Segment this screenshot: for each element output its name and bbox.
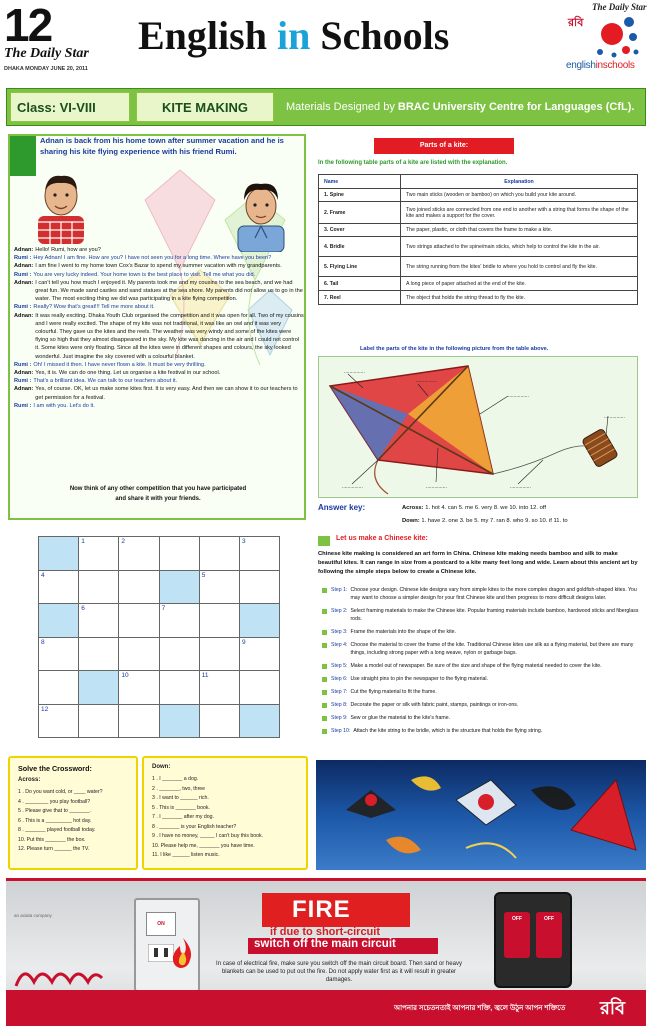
parts-table-header bbox=[319, 175, 638, 189]
step-item bbox=[318, 662, 642, 670]
step-label: Step 5: bbox=[331, 663, 348, 669]
dialog-line bbox=[14, 271, 304, 279]
step-text: Use straight pins to pin the newspaper to the flying material. bbox=[350, 676, 488, 682]
dialog-line bbox=[14, 369, 304, 377]
parts-table-row bbox=[319, 291, 638, 305]
page-number: 12 bbox=[4, 0, 52, 51]
across-clue: 4 . ________ you play football? bbox=[18, 798, 91, 805]
crossword-cell[interactable]: 1 bbox=[79, 537, 119, 571]
crossword-cell[interactable] bbox=[79, 570, 119, 604]
chinese-kite-title: Let us make a Chinese kite: bbox=[336, 535, 428, 542]
step-label: Step 6: bbox=[331, 676, 348, 682]
crossword-cell[interactable] bbox=[199, 604, 239, 638]
step-bullet bbox=[322, 690, 327, 695]
down-clue: 5 . This is _______ book. bbox=[152, 804, 210, 811]
step-item bbox=[318, 701, 642, 709]
flame-icon bbox=[168, 936, 198, 970]
dialog-speaker: Rumi : bbox=[14, 271, 32, 278]
fire-title: FIRE bbox=[292, 896, 351, 923]
chinese-kite-marker bbox=[318, 536, 330, 546]
down-clue: 8 . _______ is your English teacher? bbox=[152, 823, 237, 830]
dialog-speaker: Adnan: bbox=[14, 386, 34, 393]
crossword-cell[interactable]: 12 bbox=[39, 704, 79, 738]
crossword-cell[interactable] bbox=[119, 637, 159, 671]
adnan-avatar bbox=[30, 168, 92, 244]
step-bullet bbox=[322, 703, 327, 708]
across-clue: 8 . _______ played football today. bbox=[18, 827, 96, 833]
step-label: Step 7: bbox=[331, 689, 348, 695]
parts-header: Parts of a kite: bbox=[374, 138, 514, 154]
dots-logo-icon bbox=[590, 10, 642, 60]
answer-key-down-text: 1. have 2. one 3. be 5. my 7. ran 8. who 9. so 10. if 11. to bbox=[421, 518, 568, 524]
part-explanation: Two joined sticks are connected from one end to another with a string that forms the shape of the kite and makes a support for the cover. bbox=[401, 202, 638, 224]
dialog-line bbox=[14, 377, 304, 385]
daily-star-logo: The Daily Star bbox=[4, 46, 89, 61]
step-text: Frame the materials into the shape of the kite. bbox=[350, 629, 456, 635]
crossword-shaded-cell bbox=[39, 537, 79, 571]
dialog-line bbox=[14, 246, 304, 254]
step-item bbox=[318, 675, 642, 683]
step-item bbox=[318, 628, 642, 636]
part-explanation: A long piece of paper attached at the end of the kite. bbox=[401, 277, 638, 291]
crossword-shaded-cell bbox=[159, 570, 199, 604]
chinese-kite-steps bbox=[318, 586, 642, 740]
down-clue: 9 . I have no money, _____ I can't buy this book. bbox=[152, 833, 264, 839]
title-in: in bbox=[276, 13, 311, 58]
crossword-cell[interactable]: 6 bbox=[79, 604, 119, 638]
kite-label-blank-6[interactable]: ............... bbox=[426, 484, 447, 490]
dialog-line bbox=[14, 303, 304, 311]
story-closing-line-1: Now think of any other competition that you have participated bbox=[69, 486, 247, 492]
rumi-avatar bbox=[230, 176, 292, 252]
parts-table bbox=[318, 174, 638, 305]
down-clue: 10. Please help me, _______ you have time. bbox=[152, 842, 255, 849]
step-item bbox=[318, 688, 642, 696]
down-clue: 1 . I _______ a dog. bbox=[152, 776, 199, 782]
crossword-cell[interactable] bbox=[159, 537, 199, 571]
part-explanation: Two strings attached to the spine/main sticks, which help to control the kite in the air. bbox=[401, 237, 638, 257]
crossword-shaded-cell bbox=[79, 671, 119, 705]
crossword-cell[interactable]: 5 bbox=[199, 570, 239, 604]
kite-label-blank-7[interactable]: ............... bbox=[510, 484, 531, 490]
step-bullet bbox=[322, 643, 327, 648]
dialog-line bbox=[14, 262, 304, 270]
parts-table-row bbox=[319, 277, 638, 291]
kite-label-blank-2[interactable]: ............... bbox=[416, 378, 437, 384]
materials-prefix: Materials Designed by bbox=[286, 101, 398, 113]
across-clues-box bbox=[8, 756, 138, 870]
crossword-row bbox=[39, 704, 280, 738]
step-item bbox=[318, 586, 642, 602]
parts-subtitle: In the following table parts of a kite are listed with the explanation. bbox=[318, 160, 508, 166]
chinese-kite-intro: Chinese kite making is considered an art form in China. Chinese kite making needs bamboo and silk to make beautiful kites. It can range in size from a postcard to a kite many feet long and wide. Learn about this ancient art by following the simple steps below to create a Chinese kite. bbox=[318, 551, 638, 575]
step-text: Choose your design. Chinese kite designs vary from simple kites to the more complex dragon and goldfish-shaped kites. You may want to choose a simpler design for your first Chinese kite and then progress to more difficult designs later. bbox=[350, 587, 637, 601]
step-bullet bbox=[322, 588, 327, 593]
step-label: Step 9: bbox=[331, 715, 348, 721]
part-explanation: The string running from the kites' bridle to where you hold to control and fly the kite. bbox=[401, 257, 638, 277]
label-instruction: Label the parts of the kite in the following picture from the table above. bbox=[360, 346, 549, 352]
answer-key-across bbox=[402, 505, 546, 511]
fire-subtitle-1: if due to short-circuit bbox=[270, 926, 380, 938]
crossword-shaded-cell bbox=[239, 604, 279, 638]
parts-table-row bbox=[319, 257, 638, 277]
part-name: 2. Frame bbox=[319, 202, 401, 224]
story-closing bbox=[40, 484, 276, 504]
across-label: Across: bbox=[18, 777, 41, 783]
down-clue: 11. I like ______ listen music. bbox=[152, 852, 220, 858]
brand-url bbox=[566, 60, 635, 71]
crossword-cell[interactable] bbox=[119, 704, 159, 738]
answer-key-down bbox=[402, 518, 568, 524]
robi-logo: রবি bbox=[600, 998, 626, 1018]
part-explanation: Two main sticks (wooden or bamboo) on which you build your kite around. bbox=[401, 189, 638, 202]
across-clue: 1 . Do you want cold, or ____ water? bbox=[18, 789, 103, 795]
crossword-shaded-cell bbox=[239, 704, 279, 738]
step-bullet bbox=[322, 729, 327, 734]
brand-url-inschools: inschools bbox=[595, 60, 635, 71]
materials-org: BRAC University Centre for Languages (CfL). bbox=[397, 101, 635, 113]
step-text: Choose the material to cover the frame of the kite. Traditional Chinese kites use silk as a flying material, but there are many things, including strong paper with a long weave, nylon or garbage bags. bbox=[350, 642, 634, 656]
crossword-title: Solve the Crossword: bbox=[18, 764, 92, 773]
brand-daily-star: The Daily Star bbox=[592, 2, 647, 12]
crossword-row bbox=[39, 671, 280, 705]
parts-table-row bbox=[319, 189, 638, 202]
across-clue: 10. Put this _______ the box. bbox=[18, 836, 86, 843]
wall-switch-on: ON bbox=[146, 912, 176, 936]
part-name: 5. Flying Line bbox=[319, 257, 401, 277]
step-label: Step 1: bbox=[331, 587, 348, 593]
parts-table-row bbox=[319, 224, 638, 237]
step-label: Step 8: bbox=[331, 702, 348, 708]
fire-subtitle-2: switch off the main circuit bbox=[254, 938, 396, 950]
dialog-speaker: Adnan: bbox=[14, 370, 34, 377]
airtel-wave-logo-icon bbox=[14, 960, 104, 992]
title-schools: Schools bbox=[320, 13, 450, 58]
ad-footer-tagline: আপনার সচেতনতাই আপনার শক্তি, জ্বলে উঠুন আপন শক্তিতে bbox=[394, 1005, 566, 1012]
part-name: 4. Bridle bbox=[319, 237, 401, 257]
story-dialog bbox=[14, 246, 304, 410]
step-bullet bbox=[322, 609, 327, 614]
dialog-speaker: Rumi : bbox=[14, 255, 32, 262]
crossword-cell[interactable]: 11 bbox=[199, 671, 239, 705]
dialog-text: You are very lucky indeed. Your home town is the best place to visit. Tell me what you did. bbox=[33, 271, 256, 278]
brand-url-english: english bbox=[566, 60, 596, 71]
kite-label-blank-4[interactable]: ............... bbox=[604, 414, 625, 420]
down-clue: 3 . I want to ______ rich. bbox=[152, 795, 209, 801]
crossword-row bbox=[39, 570, 280, 604]
kite-label-blank-1[interactable]: ............... bbox=[344, 369, 365, 375]
crossword-cell[interactable] bbox=[239, 671, 279, 705]
dialog-speaker: Adnan: bbox=[14, 279, 34, 286]
dialog-speaker: Adnan: bbox=[14, 263, 34, 270]
crossword-cell[interactable] bbox=[199, 637, 239, 671]
dialog-speaker: Rumi : bbox=[14, 304, 32, 311]
crossword-cell[interactable] bbox=[199, 704, 239, 738]
dialog-text: Yes, of course. OK, let us make some kites first. It is very easy. And then we can show it to our teachers to get permission for a festival. bbox=[35, 386, 298, 401]
part-name: 1. Spine bbox=[319, 189, 401, 202]
crossword-row bbox=[39, 637, 280, 671]
answer-key-down-label: Down: bbox=[402, 518, 420, 524]
step-text: Decorate the paper or silk with fabric paint, stamps, paintings or iron-ons. bbox=[350, 702, 519, 708]
down-clue: 2 . _______, two, three bbox=[152, 785, 206, 792]
crossword-cell[interactable]: 2 bbox=[119, 537, 159, 571]
fire-instructions: In case of electrical fire, make sure you switch off the main circuit board. Then sand or heavy blankets can be used to put out the fire. Do not apply water first as it will result in greater damages. bbox=[216, 961, 462, 983]
crossword-cell[interactable] bbox=[159, 671, 199, 705]
dialog-text: I can't tell you how much I enjoyed it. My parents took me and my cousins to the sea beach, and we had great fun. We made sand castles and sand statues at the sea shore. My parents did not allow us to go in the water. The most exciting thing we did was participating in a kite flying competition. bbox=[35, 279, 303, 303]
step-item bbox=[318, 714, 642, 722]
step-bullet bbox=[322, 677, 327, 682]
dialog-speaker: Rumi : bbox=[14, 402, 32, 409]
crossword-cell[interactable] bbox=[119, 604, 159, 638]
answer-key-title: Answer key: bbox=[318, 503, 366, 512]
dialog-text: I am with you. Let's do it. bbox=[33, 402, 95, 409]
dialog-text: It was really exciting. Dhaka Youth Club organised the competition and it was open for all. Two of my cousins and I were really excited. The shape of my kite was not traditional, it was like an owl and it was very colourful. They gave us the kites and the reels. The weather was very windy and some of the kites were flying so high that they almost disappeared in the sky. My kite was dancing in the air and I could not control it. Some kites were only floating. Since all the kites were in different shapes and colours, the sky looked wonderful. Just imagine the sky covered with a colourful blanket. bbox=[35, 312, 304, 360]
dialog-speaker: Rumi : bbox=[14, 378, 32, 385]
crossword-cell[interactable]: 3 bbox=[239, 537, 279, 571]
dialog-line bbox=[14, 385, 304, 401]
crossword-shaded-cell bbox=[39, 604, 79, 638]
part-explanation: The object that holds the string thread to fly the kite. bbox=[401, 291, 638, 305]
part-name: 7. Reel bbox=[319, 291, 401, 305]
crossword-cell[interactable]: 7 bbox=[159, 604, 199, 638]
step-text: Sew or glue the material to the kite's frame. bbox=[350, 715, 451, 721]
step-text: Attach the kite string to the bridle, which is the structure that holds the flying string. bbox=[353, 728, 543, 734]
dateline: DHAKA MONDAY JUNE 20, 2011 bbox=[4, 66, 88, 72]
crossword-grid bbox=[38, 536, 280, 738]
dialog-line bbox=[14, 402, 304, 410]
crossword-row bbox=[39, 537, 280, 571]
step-item bbox=[318, 641, 642, 657]
crossword-cell[interactable] bbox=[159, 637, 199, 671]
step-label: Step 10: bbox=[331, 728, 351, 734]
dialog-text: That's a brilliant idea. We can talk to our teachers about it. bbox=[33, 378, 178, 385]
kite-label-blank-5[interactable]: ............... bbox=[342, 484, 363, 490]
step-text: Select framing materials to make the Chinese kite. Popular framing materials include bamboo, hardwood sticks and fiberglass rods. bbox=[350, 608, 639, 622]
crossword-cell[interactable]: 10 bbox=[119, 671, 159, 705]
story-intro: Adnan is back from his home town after summer vacation and he is sharing his kite flying experience with his friend Rumi. bbox=[40, 136, 284, 156]
step-label: Step 4: bbox=[331, 642, 348, 648]
part-name: 6. Tail bbox=[319, 277, 401, 291]
materials-credit bbox=[280, 92, 642, 122]
parts-table-row bbox=[319, 237, 638, 257]
story-closing-line-2: and share it with your friends. bbox=[115, 496, 201, 502]
crossword-cell[interactable] bbox=[79, 704, 119, 738]
part-name: 3. Cover bbox=[319, 224, 401, 237]
crossword-cell[interactable] bbox=[119, 570, 159, 604]
down-clue: 7 . I _______ after my dog. bbox=[152, 814, 215, 820]
breaker-switch-2: OFF bbox=[536, 912, 562, 958]
crossword-cell[interactable]: 8 bbox=[39, 637, 79, 671]
col-explanation: Explanation bbox=[401, 175, 638, 189]
across-clue: 6 . This is a _________ hot day. bbox=[18, 817, 92, 824]
step-text: Cut the flying material to fit the frame. bbox=[350, 689, 437, 695]
dialog-text: Hey Adnan! I am fine. How are you? I have not seen you for a long time. Where have you been? bbox=[33, 255, 272, 262]
crossword-cell[interactable] bbox=[239, 570, 279, 604]
step-label: Step 3: bbox=[331, 629, 348, 635]
step-bullet bbox=[322, 664, 327, 669]
kites-photo-icon bbox=[316, 760, 646, 870]
page-title bbox=[138, 12, 449, 59]
brand-robi: রবি bbox=[568, 17, 584, 29]
part-explanation: The paper, plastic, or cloth that covers the frame to make a kite. bbox=[401, 224, 638, 237]
step-text: Make a model out of newspaper. Be sure of the size and shape of the flying material needed to cover the kite. bbox=[350, 663, 602, 669]
crossword-cell[interactable] bbox=[199, 537, 239, 571]
dialog-text: Oh! I missed it then. I have never flown a kite. It must be very thrilling. bbox=[33, 361, 206, 368]
answer-key-across-label: Across: bbox=[402, 505, 424, 511]
dialog-line bbox=[14, 361, 304, 369]
down-clues-box bbox=[142, 756, 308, 870]
dialog-text: Really? Wow that's great!!! Tell me more about it. bbox=[33, 304, 155, 311]
crossword-cell[interactable]: 9 bbox=[239, 637, 279, 671]
axiata-tag: an axiata company bbox=[14, 913, 52, 918]
dialog-text: Hello! Rumi, how are you? bbox=[35, 247, 101, 253]
dialog-text: I am fine I went to my home town Cox's Bazar to spend my summer vacation with my grandparents. bbox=[35, 263, 282, 270]
crossword-cell[interactable]: 4 bbox=[39, 570, 79, 604]
title-english: English bbox=[138, 13, 267, 58]
crossword-cell[interactable] bbox=[79, 637, 119, 671]
dialog-text: Yes, it is. We can do one thing. Let us organise a kite festival in our school. bbox=[35, 370, 221, 377]
topic-label: KITE MAKING bbox=[136, 92, 274, 122]
step-label: Step 2: bbox=[331, 608, 348, 614]
crossword-cell[interactable] bbox=[39, 671, 79, 705]
down-label: Down: bbox=[152, 764, 171, 770]
step-item bbox=[318, 727, 642, 735]
step-item bbox=[318, 607, 642, 623]
step-bullet bbox=[322, 630, 327, 635]
dialog-line bbox=[14, 279, 304, 304]
answer-key-across-text: 1. hot 4. can 5. me 6. very 8. we 10. into 12. off bbox=[425, 505, 546, 511]
dialog-speaker: Adnan: bbox=[14, 247, 34, 253]
kite-illustration-icon bbox=[318, 356, 638, 498]
crossword-shaded-cell bbox=[159, 704, 199, 738]
dialog-speaker: Rumi : bbox=[14, 361, 32, 368]
crossword-row bbox=[39, 604, 280, 638]
step-bullet bbox=[322, 716, 327, 721]
class-label: Class: VI-VIII bbox=[10, 92, 130, 122]
parts-table-row bbox=[319, 202, 638, 224]
across-clue: 12. Please turn ______ the TV. bbox=[18, 846, 90, 852]
col-name: Name bbox=[319, 175, 401, 189]
dialog-line bbox=[14, 312, 304, 361]
dialog-speaker: Adnan: bbox=[14, 312, 34, 319]
across-clue: 5 . Please give that to _______. bbox=[18, 808, 91, 814]
breaker-switch-1: OFF bbox=[504, 912, 530, 958]
dialog-line bbox=[14, 254, 304, 262]
kite-label-blank-3[interactable]: ............... bbox=[508, 393, 529, 399]
